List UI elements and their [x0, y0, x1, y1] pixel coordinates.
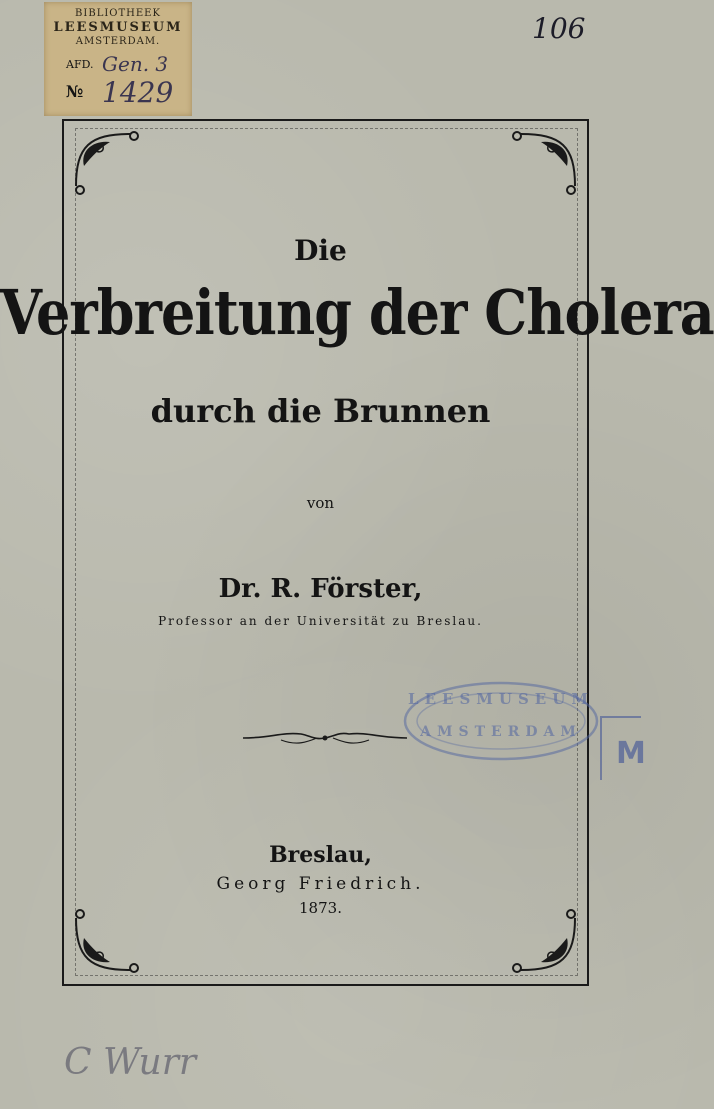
label-line-2: LEESMUSEUM — [53, 20, 183, 35]
stamp-fragment-letter: M — [616, 736, 646, 771]
imprint-place: Breslau, — [269, 842, 372, 868]
label-number-sign: № — [66, 82, 84, 101]
library-label — [44, 2, 192, 116]
label-line-3: AMSTERDAM. — [75, 36, 161, 47]
title-main: Verbreitung der Cholera — [0, 275, 714, 349]
label-afd-value: Gen. 3 — [102, 52, 169, 76]
library-stamp — [402, 680, 600, 762]
corner-ornament-top-right — [509, 126, 581, 198]
author-name: Dr. R. Förster, — [218, 574, 423, 604]
byline-von: von — [306, 494, 335, 512]
title-article: Die — [294, 234, 347, 267]
handwritten-signature: C Wurr — [64, 1042, 197, 1083]
stamp-text-bottom: AMSTERDAM — [420, 724, 582, 740]
label-afd: AFD. — [66, 58, 94, 71]
stamp-fragment-right — [600, 716, 646, 780]
imprint-publisher: Georg Friedrich. — [216, 874, 425, 894]
author-role: Professor an der Universität zu Breslau. — [158, 614, 483, 628]
label-number-value: 1429 — [102, 76, 174, 109]
stamp-text-top: LEESMUSEUM — [408, 690, 594, 708]
ornamental-rule — [241, 728, 409, 748]
label-line-1: BIBLIOTHEEK — [75, 8, 161, 19]
corner-ornament-top-left — [70, 126, 142, 198]
imprint-year: 1873. — [299, 899, 342, 917]
handwritten-page-number: 106 — [532, 12, 586, 45]
title-subtitle: durch die Brunnen — [150, 392, 491, 430]
